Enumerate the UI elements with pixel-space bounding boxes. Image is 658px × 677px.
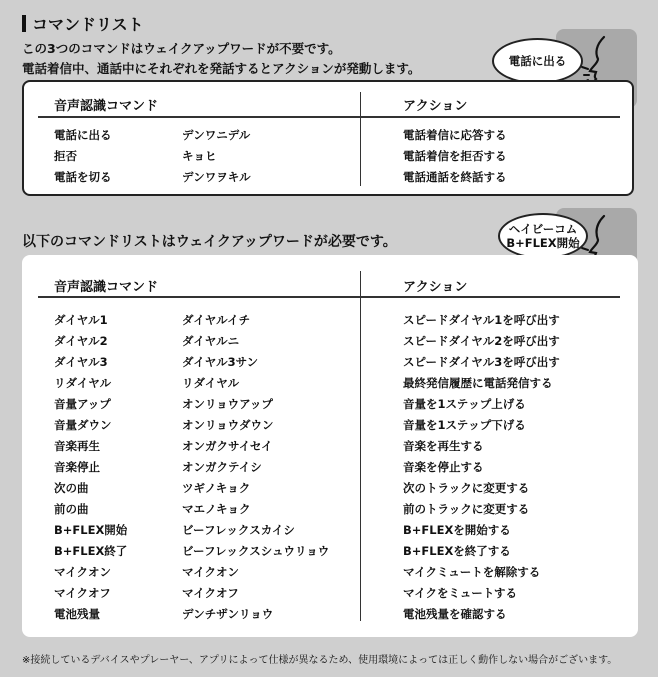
table2-column-divider [360,271,361,621]
table2-row-reading: マエノキョク [182,502,251,516]
section2-heading: 以下のコマンドリストはウェイクアップワードが必要です。 [22,234,397,250]
table1-header-action: アクション [403,99,468,114]
table2-row-action: 次のトラックに変更する [403,481,530,495]
table2-row-cmd: 音楽再生 [54,439,100,453]
table1-row-cmd: 拒否 [54,149,77,163]
table2-row-reading: マイクオフ [182,586,239,600]
intro-line-1: この3つのコマンドはウェイクアップワードが不要です。 [22,41,341,56]
table1-column-divider [360,92,361,186]
table1-row-cmd: 電話に出る [54,128,112,142]
table1-row-action: 電話着信を拒否する [403,149,507,163]
table1-row-cmd: 電話を切る [54,170,112,184]
table1-header-voice: 音声認識コマンド [54,99,159,114]
table1-row-reading: デンワヲキル [182,170,251,184]
table1-row-reading: デンワニデル [182,128,251,142]
table1-header-divider [38,116,620,118]
table2-row-reading: ダイヤルニ [182,334,240,348]
intro-line-2: 電話着信中、通話中にそれぞれを発話するとアクションが発動します。 [22,61,421,76]
speech-bubble-wakeword [498,213,588,259]
table2-row-action: 最終発信履歴に電話発信する [403,376,553,390]
table2-row-reading: ビーフレックスシュウリョウ [182,544,330,558]
table2-row-action: 音量を1ステップ上げる [403,397,526,411]
table2-header-voice: 音声認識コマンド [54,280,159,295]
table2-row-cmd: 音楽停止 [54,460,100,474]
table1-row-action: 電話着信に応答する [403,128,507,142]
table2-row-reading: ダイヤルイチ [182,313,251,327]
table2-row-reading: オンリョウダウン [182,418,274,432]
table2-row-reading: リダイヤル [182,376,240,390]
table2-row-action: 音量を1ステップ下げる [403,418,526,432]
compatibility-note: ※接続しているデバイスやプレーヤー、アプリによって仕様が異なるため、使用環境によっては正しく動作しない場合がございます。 [22,655,618,666]
speech-bubble-answer [492,38,583,84]
speech-bubble-answer-text: 電話に出る [508,53,567,68]
table2-row-action: スピードダイヤル1を呼び出す [403,313,560,327]
table2-row-reading: オンガクサイセイ [182,439,273,453]
table2-row-action: B+FLEXを開始する [403,523,511,537]
speech-bubble-wakeword-line2: B+FLEX開始 [506,236,580,250]
table2-row-reading: ツギノキョク [182,481,251,495]
table2-row-reading: ビーフレックスカイシ [182,523,295,537]
table2-row-cmd: 前の曲 [54,502,89,516]
speech-bubble-wakeword-line1: ヘイビーコム [508,221,578,236]
table1-row-reading: キョヒ [182,149,217,163]
page-title [22,12,144,35]
table2-row-cmd: ダイヤル2 [54,334,108,348]
table2-row-action: スピードダイヤル3を呼び出す [403,355,560,369]
table2-row-cmd: ダイヤル3 [54,355,108,369]
table2-row-action: 前のトラックに変更する [403,502,530,516]
title-bar-mark [22,15,26,32]
table2-row-reading: マイクオン [182,565,240,579]
table2-row-cmd: 音量アップ [54,397,111,411]
table2-row-cmd: マイクオフ [54,586,111,600]
table2-row-action: 音楽を再生する [403,439,484,453]
table2-row-action: B+FLEXを終了する [403,544,511,558]
table1-row-action: 電話通話を終話する [403,170,507,184]
table2-row-reading: オンリョウアップ [182,397,273,411]
table2-row-action: スピードダイヤル2を呼び出す [403,334,560,348]
table2-row-action: マイクミュートを解除する [403,565,541,579]
table2-row-reading: デンチザンリョウ [182,607,274,621]
table2-row-cmd: 音量ダウン [54,418,112,432]
table2-row-reading: ダイヤル3サン [182,355,259,369]
table2-header-divider [38,296,620,298]
page-title-text: コマンドリスト [32,15,144,34]
table2-row-action: 電池残量を確認する [403,607,507,621]
table2-row-cmd: リダイヤル [54,376,112,390]
table2-header-action: アクション [403,280,468,295]
table2-row-action: マイクをミュートする [403,586,517,600]
table2-row-cmd: 電池残量 [54,607,100,621]
table2-row-action: 音楽を停止する [403,460,484,474]
table2-row-cmd: マイクオン [54,565,112,579]
table2-row-cmd: B+FLEX開始 [54,523,128,537]
table2-row-cmd: ダイヤル1 [54,313,108,327]
table2-row-reading: オンガクテイシ [182,460,262,474]
table2-row-cmd: 次の曲 [54,481,89,495]
table2-row-cmd: B+FLEX終了 [54,544,128,558]
